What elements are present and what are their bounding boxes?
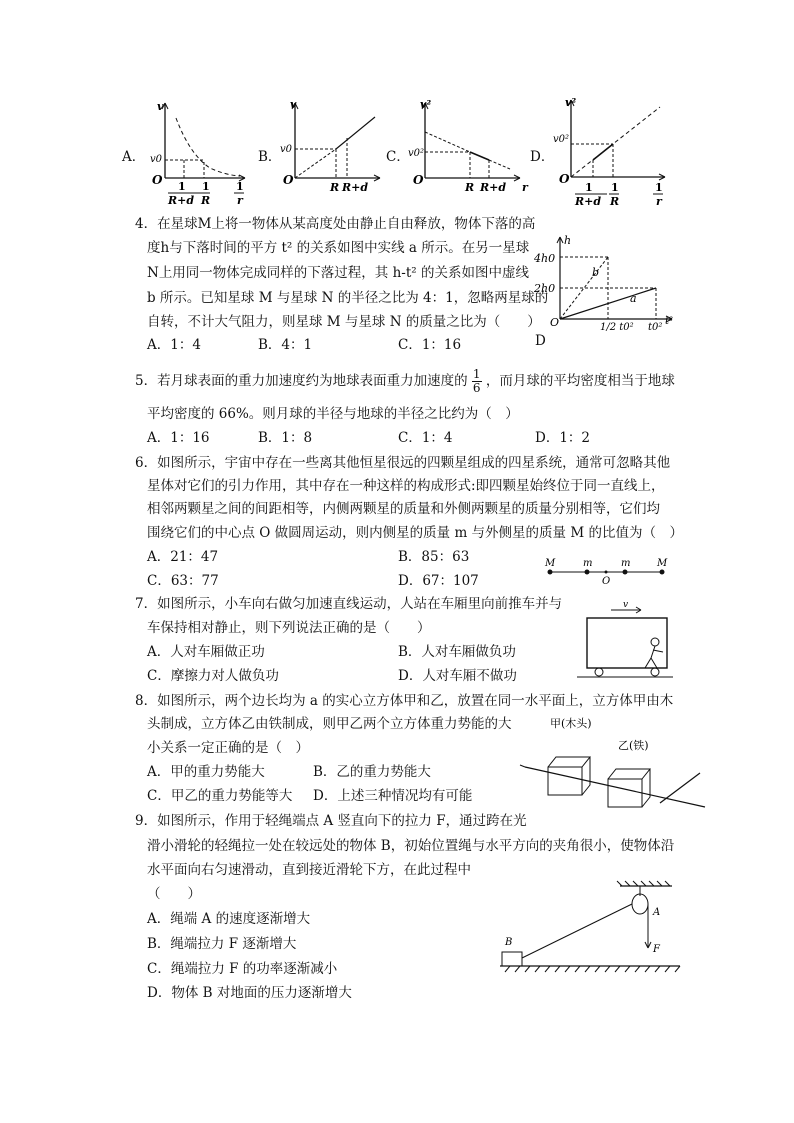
q5-line-2: 平均密度的 66%。则月球的半径与地球的半径之比约为（ ） bbox=[147, 406, 519, 422]
q6-four-star-figure bbox=[540, 556, 680, 586]
q5-option-b: B．1：8 bbox=[258, 430, 313, 446]
q5-option-d: D．1：2 bbox=[535, 430, 591, 446]
q9-line-3: 水平面向右匀速滑动，直到接近滑轮下方，在此过程中 bbox=[147, 862, 471, 878]
svg-text:R+d: R+d bbox=[168, 194, 195, 207]
q9-line-1: 9．如图所示，作用于轻绳端点 A 竖直向下的拉力 F，通过跨在光 bbox=[135, 813, 527, 829]
svg-text:t²: t² bbox=[665, 316, 674, 327]
svg-text:v0²: v0² bbox=[553, 134, 570, 145]
q4-h-t2-graph bbox=[534, 232, 680, 342]
svg-text:B: B bbox=[505, 937, 513, 948]
graph-option-b bbox=[280, 100, 390, 195]
svg-text:m: m bbox=[621, 558, 631, 569]
svg-text:m: m bbox=[583, 558, 593, 569]
q9-option-d: D．物体 B 对地面的压力逐渐增大 bbox=[147, 985, 352, 1001]
svg-text:v: v bbox=[290, 98, 297, 111]
q9-option-c: C．绳端拉力 F 的功率逐渐减小 bbox=[147, 961, 338, 977]
q5-option-a: A．1：16 bbox=[147, 430, 210, 446]
q8-line-2: 头制成，立方体乙由铁制成，则甲乙两个立方体重力势能的大 bbox=[147, 716, 512, 732]
q7-option-b: B．人对车厢做负功 bbox=[398, 644, 516, 660]
svg-text:M: M bbox=[545, 558, 556, 569]
q6-line-3: 相邻两颗星之间的间距相等，内侧两颗星的质量和外侧两颗星的质量分别相等，它们均 bbox=[147, 501, 660, 517]
svg-text:O: O bbox=[283, 173, 294, 187]
svg-text:1: 1 bbox=[655, 181, 663, 194]
svg-text:v0²: v0² bbox=[408, 148, 425, 159]
svg-text:1/2 t0²: 1/2 t0² bbox=[600, 322, 634, 333]
q6-option-a: A．21：47 bbox=[147, 549, 219, 565]
q9-line-4: （ ） bbox=[147, 886, 201, 902]
q4-line-5: 自转，不计大气阻力，则星球 M 与星球 N 的质量之比为（ ） bbox=[147, 314, 541, 330]
svg-text:1: 1 bbox=[202, 180, 210, 193]
q6-line-4: 围绕它们的中心点 O 做圆周运动，则内侧星的质量 m 与外侧星的质量 M 的比值为（ ） bbox=[147, 525, 683, 541]
svg-text:R+d: R+d bbox=[342, 181, 369, 194]
q9-line-2: 滑小滑轮的轻绳拉一处在较远处的物体 B，初始位置绳与水平方向的夹角很小，使物体沿 bbox=[147, 838, 675, 854]
q6-line-1: 6．如图所示，宇宙中存在一些离其他恒星很远的四颗星组成的四星系统，通常可忽略其他 bbox=[135, 455, 671, 471]
svg-text:a: a bbox=[630, 292, 637, 305]
option-c-label: C． bbox=[386, 149, 410, 165]
svg-text:v0: v0 bbox=[150, 154, 163, 165]
svg-text:v²: v² bbox=[565, 96, 577, 109]
svg-text:r: r bbox=[656, 195, 662, 208]
svg-text:O: O bbox=[550, 316, 560, 329]
q4-line-4: b 所示。已知星球 M 与星球 N 的半径之比为 4：1，忽略两星球的 bbox=[147, 290, 549, 306]
q7-option-c: C．摩擦力对人做负功 bbox=[147, 668, 279, 684]
svg-text:v²: v² bbox=[420, 98, 432, 111]
svg-text:b: b bbox=[592, 266, 600, 279]
svg-text:O: O bbox=[413, 173, 424, 187]
q4-line-1: 4．在星球M上将一物体从某高度处由静止自由释放，物体下落的高 bbox=[135, 216, 536, 232]
graph-option-a bbox=[140, 100, 255, 205]
option-a-label: A． bbox=[122, 149, 146, 165]
svg-text:1: 1 bbox=[236, 180, 244, 193]
q8-option-a: A．甲的重力势能大 bbox=[147, 764, 265, 780]
q6-option-b: B．85：63 bbox=[398, 549, 470, 565]
svg-text:1: 1 bbox=[178, 180, 186, 193]
q7-line-1: 7．如图所示，小车向右做匀加速直线运动，人站在车厢里向前推车并与 bbox=[135, 596, 563, 612]
cube-b-label: 乙(铁) bbox=[618, 739, 649, 752]
svg-text:M: M bbox=[657, 558, 668, 569]
q5-line-1: 5．若月球表面的重力加速度约为地球表面重力加速度的 $\frac{1}{6}$ ，而月球的平均密度相当于地球 bbox=[135, 367, 675, 395]
q7-cart-figure bbox=[575, 598, 675, 683]
q9-pulley-figure bbox=[500, 880, 700, 975]
svg-text:r: r bbox=[522, 181, 528, 194]
svg-text:t0²: t0² bbox=[648, 322, 663, 333]
graph-option-d bbox=[555, 97, 675, 207]
q4-option-a: A．1：4 bbox=[147, 337, 201, 353]
svg-text:4h0: 4h0 bbox=[534, 252, 556, 265]
q6-option-d: D．67：107 bbox=[398, 573, 479, 589]
svg-text:O: O bbox=[152, 173, 163, 187]
svg-text:A: A bbox=[653, 907, 661, 918]
q4-option-d: D bbox=[535, 333, 546, 349]
q7-option-d: D．人对车厢不做功 bbox=[398, 668, 517, 684]
q4-option-c: C．1：16 bbox=[398, 337, 462, 353]
q8-line-1: 8．如图所示，两个边长均为 a 的实心立方体甲和乙，放置在同一水平面上，立方体甲由木 bbox=[135, 693, 674, 709]
svg-text:v0: v0 bbox=[280, 144, 293, 155]
svg-text:v: v bbox=[623, 600, 629, 610]
svg-text:R: R bbox=[330, 181, 340, 194]
q8-cubes-figure bbox=[520, 713, 710, 808]
q8-option-d: D．上述三种情况均有可能 bbox=[313, 788, 473, 804]
q4-line-2: 度h与下落时间的平方 t² 的关系如图中实线 a 所示。在另一星球 bbox=[147, 240, 530, 256]
q6-line-2: 星体对它们的引力作用，其中存在一种这样的构成形式:即四颗星始终位于同一直线上， bbox=[147, 478, 665, 494]
cube-a-label: 甲(木头) bbox=[550, 717, 592, 730]
svg-text:r: r bbox=[237, 194, 243, 207]
svg-text:O: O bbox=[559, 172, 570, 186]
axis-y-label: v bbox=[157, 100, 164, 113]
q9-option-b: B．绳端拉力 F 逐渐增大 bbox=[147, 936, 297, 952]
svg-text:R: R bbox=[201, 194, 211, 207]
q7-option-a: A．人对车厢做正功 bbox=[147, 644, 265, 660]
q8-option-c: C．甲乙的重力势能等大 bbox=[147, 788, 293, 804]
svg-text:1: 1 bbox=[611, 181, 619, 194]
q8-option-b: B．乙的重力势能大 bbox=[313, 764, 431, 780]
q8-line-3: 小关系一定正确的是（ ） bbox=[147, 740, 309, 756]
svg-text:O: O bbox=[602, 576, 611, 587]
q4-option-b: B．4：1 bbox=[258, 337, 313, 353]
q9-option-a: A．绳端 A 的速度逐渐增大 bbox=[147, 911, 311, 927]
svg-text:2h0: 2h0 bbox=[534, 282, 556, 295]
q4-line-3: N上用同一物体完成同样的下落过程，其 h-t² 的关系如图中虚线 bbox=[147, 265, 529, 281]
q7-line-2: 车保持相对静止，则下列说法正确的是（ ） bbox=[147, 620, 431, 636]
svg-text:R+d: R+d bbox=[575, 195, 602, 208]
svg-text:R: R bbox=[465, 181, 475, 194]
svg-text:F: F bbox=[653, 944, 660, 955]
svg-text:R+d: R+d bbox=[480, 181, 507, 194]
svg-text:h: h bbox=[564, 234, 572, 247]
fraction-one-sixth: $\frac{1}{6}$ bbox=[472, 367, 481, 395]
q5-option-c: C．1：4 bbox=[398, 430, 453, 446]
q6-option-c: C．63：77 bbox=[147, 573, 219, 589]
graph-option-c bbox=[410, 100, 530, 195]
svg-text:R: R bbox=[610, 195, 620, 208]
option-d-label: D． bbox=[530, 149, 555, 165]
svg-text:1: 1 bbox=[585, 181, 593, 194]
option-b-label: B． bbox=[258, 149, 282, 165]
